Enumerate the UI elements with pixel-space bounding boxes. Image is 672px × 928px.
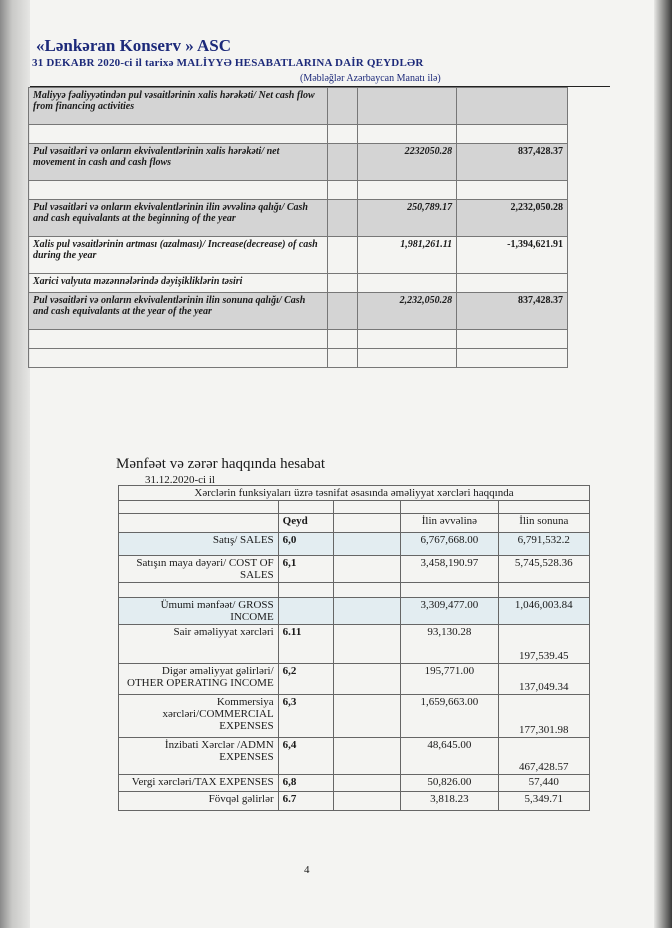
cash-flow-row [29,349,568,368]
cash-flow-value-2020 [357,274,456,293]
pl-row-begin: 195,771.00 [401,664,498,695]
currency-note: (Məbləğlər Azərbaycan Manatı ilə) [300,73,441,84]
pl-row-begin: 50,826.00 [401,775,498,792]
pl-row-begin: 3,309,477.00 [401,598,498,625]
cash-flow-value-prior [457,349,568,368]
cash-flow-value-prior [457,330,568,349]
pl-row [119,792,590,811]
pl-row-begin: 3,458,190.97 [401,556,498,583]
cash-flow-label: Maliyyə fəaliyyətindən pul vəsaitlərinin xalis hərəkəti/ Net cash flow from financing activities [29,88,328,125]
pl-row-end: 467,428.57 [498,738,589,775]
pl-row-end: 5,349.71 [498,792,589,811]
pl-caption: Xərclərin funksiyaları üzrə təsnifat əsasında əməliyyat xərcləri haqqında [119,486,590,501]
cash-flow-value-2020: 2232050.28 [357,144,456,181]
pl-row-label: Ümumi mənfəət/ GROSS INCOME [119,598,279,625]
pl-row-end: 137,049.34 [498,664,589,695]
cash-flow-label: Xalis pul vəsaitlərinin artması (azalması)/ Increase(decrease) of cash during the year [29,237,328,274]
pl-row-begin: 93,130.28 [401,625,498,664]
cash-flow-value-2020 [357,181,456,200]
scan-right-edge [654,0,672,928]
pl-row [119,695,590,738]
pl-head-note: Qeyd [278,514,333,533]
pl-row-label: Vergi xərcləri/TAX EXPENSES [119,775,279,792]
pl-row [119,775,590,792]
pl-row-note: 6,4 [278,738,333,775]
pl-row-note: 6,0 [278,533,333,556]
cash-flow-value-prior: -1,394,621.91 [457,237,568,274]
cash-flow-value-2020 [357,349,456,368]
cash-flow-label: Pul vəsaitləri və onların ekvivalentlərinin xalis hərəkəti/ net movement in cash and cash flows [29,144,328,181]
cash-flow-value-prior: 837,428.37 [457,144,568,181]
cash-flow-value-2020 [357,330,456,349]
cash-flow-value-prior: 2,232,050.28 [457,200,568,237]
pl-row-note: 6.7 [278,792,333,811]
pl-title: Mənfəət və zərər haqqında hesabat [116,456,326,472]
cash-flow-value-prior [457,181,568,200]
cash-flow-table [28,87,568,368]
pl-row-label: Sair əməliyyat xərcləri [119,625,279,664]
pl-row-note: 6,8 [278,775,333,792]
pl-row [119,556,590,583]
pl-row-begin: 48,645.00 [401,738,498,775]
pl-row-label: Kommersiya xərcləri/COMMERCIAL EXPENSES [119,695,279,738]
cash-flow-value-2020: 1,981,261.11 [357,237,456,274]
pl-table [118,485,590,811]
pl-row-end: 5,745,528.36 [498,556,589,583]
cash-flow-label [29,181,328,200]
cash-flow-row [29,88,568,125]
pl-row-note [278,598,333,625]
cash-flow-value-2020 [357,125,456,144]
cash-flow-row [29,200,568,237]
cash-flow-row [29,274,568,293]
scan-left-edge [0,0,30,928]
pl-row-label [119,583,279,598]
pl-row-note [278,583,333,598]
cash-flow-row [29,125,568,144]
pl-row-begin: 3,818.23 [401,792,498,811]
pl-date: 31.12.2020-ci il [145,474,215,486]
cash-flow-row [29,293,568,330]
pl-row [119,533,590,556]
cash-flow-label: Pul vəsaitləri və onların ekvivalentlərinin ilin əvvəlinə qalığı/ Cash and cash equivalants at the beginning of the year [29,200,328,237]
pl-row-begin: 1,659,663.00 [401,695,498,738]
cash-flow-label [29,125,328,144]
pl-row-end: 197,539.45 [498,625,589,664]
cash-flow-value-prior: 837,428.37 [457,293,568,330]
pl-row-label: Fövqəl gəlirlər [119,792,279,811]
pl-row-begin [401,583,498,598]
cash-flow-row [29,237,568,274]
pl-row [119,625,590,664]
cash-flow-label: Pul vəsaitləri və onların ekvivalentlərinin ilin sonuna qalığı/ Cash and cash equivalants at the year of the year [29,293,328,330]
cash-flow-label [29,330,328,349]
pl-row-begin: 6,767,668.00 [401,533,498,556]
cash-flow-value-2020 [357,88,456,125]
pl-row-label: Satış/ SALES [119,533,279,556]
pl-row-label: Satışın maya dəyəri/ COST OF SALES [119,556,279,583]
pl-row-end [498,583,589,598]
pl-row-note: 6.11 [278,625,333,664]
pl-row [119,583,590,598]
cash-flow-value-2020: 2,232,050.28 [357,293,456,330]
notes-subtitle: 31 DEKABR 2020-ci il tarixə MALİYYƏ HESABATLARINA DAİR QEYDLƏR [32,57,424,69]
cash-flow-label: Xarici valyuta məzənnələrində dəyişikliklərin təsiri [29,274,328,293]
company-title: «Lənkəran Konserv » ASC [36,36,232,55]
cash-flow-row [29,144,568,181]
cash-flow-value-2020: 250,789.17 [357,200,456,237]
cash-flow-value-prior [457,125,568,144]
pl-row-label: Digər əməliyyat gəlirləri/ OTHER OPERATING INCOME [119,664,279,695]
pl-row [119,664,590,695]
cash-flow-value-prior [457,274,568,293]
pl-row-end: 1,046,003.84 [498,598,589,625]
pl-row-note: 6,2 [278,664,333,695]
cash-flow-row [29,330,568,349]
cash-flow-row [29,181,568,200]
cash-flow-value-prior [457,88,568,125]
page-number: 4 [304,864,310,876]
pl-row-end: 57,440 [498,775,589,792]
pl-row-end: 177,301.98 [498,695,589,738]
pl-row-note: 6,1 [278,556,333,583]
pl-row-end: 6,791,532.2 [498,533,589,556]
pl-row-note: 6,3 [278,695,333,738]
pl-head-begin: İlin əvvəlinə [401,514,498,533]
pl-row-label: İnzibati Xərclər /ADMN EXPENSES [119,738,279,775]
pl-head-end: İlin sonuna [498,514,589,533]
pl-row [119,738,590,775]
cash-flow-label [29,349,328,368]
pl-row [119,598,590,625]
